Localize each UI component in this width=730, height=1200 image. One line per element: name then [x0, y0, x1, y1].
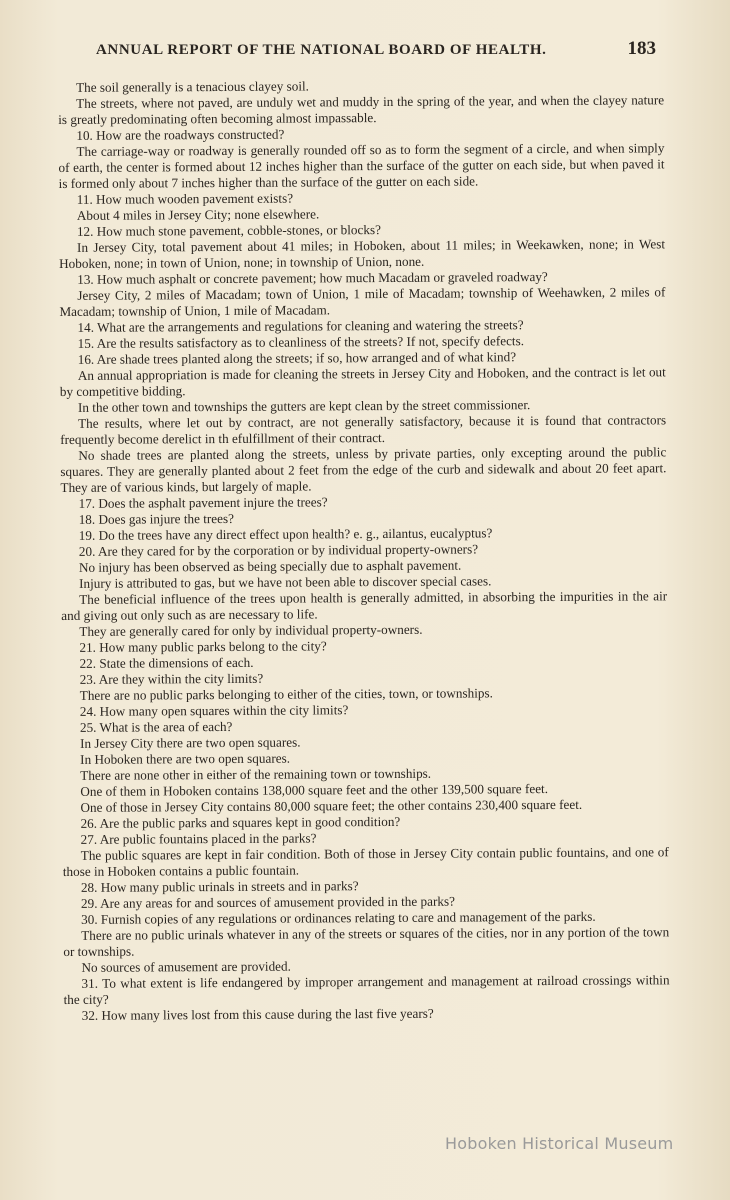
answer-paragraph: One of them in Hoboken contains 138,000 square feet and the other 139,500 square feet. [80, 781, 549, 799]
question-paragraph: 16. Are shade trees planted along the streets; if so, how arranged and of what kind? [77, 349, 517, 367]
answer-paragraph: The carriage-way or roadway is generally rounded off so as to form the segment of a circle, and when simply of earth, the center is formed about 12 inches higher than the surface of the gutter on each side, but when paved it is formed only about 7 inches higher than the surface of the gutter on each side. [58, 140, 665, 191]
answer-paragraph: The results, where let out by contract, are not generally satisfactory, because it is found that contractors frequently become derelict in th efulfillment of their contract. [60, 412, 667, 447]
page-number: 183 [627, 38, 656, 59]
question-paragraph: 14. What are the arrangements and regulations for cleaning and watering the streets? [77, 317, 524, 335]
answer-paragraph: There are no public urinals whatever in any of the streets or squares of the cities, nor in any portion of the town or townships. [63, 924, 670, 959]
answer-paragraph: They are generally cared for only by individual property-owners. [79, 621, 423, 639]
question-paragraph: 15. Are the results satisfactory as to cleanliness of the streets? If not, specify defects. [77, 333, 525, 351]
answer-paragraph: There are no public parks belonging to either of the cities, town, or townships. [79, 685, 493, 703]
answer-paragraph: The streets, where not paved, are unduly wet and muddy in the spring of the year, and when the clayey nature is greatly predominating often becoming almost impassable. [58, 92, 665, 127]
answer-paragraph: There are none other in either of the remaining town or townships. [80, 765, 432, 783]
answer-paragraph: Injury is attributed to gas, but we have not been able to discover special cases. [79, 573, 492, 591]
question-paragraph: 30. Furnish copies of any regulations or ordinances relating to care and management of the parks. [81, 908, 596, 927]
question-paragraph: 13. How much asphalt or concrete pavement; how much Macadam or graveled roadway? [77, 269, 548, 287]
answer-paragraph: In Hoboken there are two open squares. [80, 750, 291, 767]
answer-paragraph: In the other town and townships the gutters are kept clean by the street commissioner. [77, 397, 531, 415]
question-paragraph: 27. Are public fountains placed in the parks? [80, 830, 317, 847]
question-paragraph: 25. What is the area of each? [79, 718, 233, 735]
question-paragraph: 11. How much wooden pavement exists? [76, 190, 294, 207]
question-paragraph: 26. Are the public parks and squares kept in good condition? [80, 813, 401, 831]
answer-paragraph: Jersey City, 2 miles of Macadam; town of Union, 1 mile of Macadam; township of Weehawken, 2 miles of Macadam; township of Union, 1 mile of Macadam. [59, 284, 666, 319]
question-paragraph: 18. Does gas injure the trees? [78, 510, 235, 527]
answer-paragraph: About 4 miles in Jersey City; none elsewhere. [76, 206, 320, 223]
answer-paragraph: One of those in Jersey City contains 80,000 square feet; the other contains 230,400 square feet. [80, 796, 583, 815]
question-paragraph: 12. How much stone pavement, cobble-stones, or blocks? [76, 222, 381, 239]
answer-paragraph: An annual appropriation is made for cleaning the streets in Jersey City and Hoboken, and the contract is let out by competitive bidding. [59, 364, 666, 399]
answer-paragraph: No sources of amusement are provided. [81, 958, 291, 975]
question-paragraph: 28. How many public urinals in streets and in parks? [80, 878, 359, 895]
question-paragraph: 20. Are they cared for by the corporation or by individual property-owners? [78, 541, 479, 559]
answer-paragraph: The public squares are kept in fair condition. Both of those in Jersey City contain public fountains, and one of those in Hoboken contains a public fountain. [62, 844, 669, 879]
question-paragraph: 32. How many lives lost from this cause during the last five years? [81, 1005, 434, 1023]
question-paragraph: 29. Are any areas for and sources of amusement provided in the parks? [80, 893, 455, 911]
question-paragraph: 21. How many public parks belong to the city? [79, 638, 327, 655]
question-paragraph: 22. State the dimensions of each. [79, 654, 254, 671]
answer-paragraph: In Jersey City there are two open squares. [80, 734, 301, 751]
answer-paragraph: In Jersey City, total pavement about 41 miles; in Hoboken, about 11 miles; in Weekawken, none; in West Hoboken, none; in town of Union, none; in township of Union, none. [59, 236, 666, 271]
question-paragraph: 31. To what extent is life endangered by improper arrangement and management at railroad crossings within the city? [63, 972, 670, 1007]
museum-watermark: Hoboken Historical Museum [445, 1134, 674, 1153]
question-paragraph: 17. Does the asphalt pavement injure the trees? [78, 494, 328, 511]
question-paragraph: 24. How many open squares within the city limits? [79, 702, 349, 719]
answer-paragraph: No shade trees are planted along the streets, unless by private parties, only excepting around the public squares. They are generally planted about 2 feet from the edge of the curb and sidewalk and about 20 feet apart. They are of various kinds, but largely of maple. [60, 444, 667, 495]
question-paragraph: 10. How are the roadways constructed? [76, 126, 285, 143]
running-title: ANNUAL REPORT OF THE NATIONAL BOARD OF HEALTH. [96, 42, 547, 58]
answer-paragraph: The beneficial influence of the trees upon health is generally admitted, in absorbing the impurities in the air and giving out only such as are necessary to life. [61, 588, 668, 623]
page-header [96, 38, 656, 60]
question-paragraph: 19. Do the trees have any direct effect upon health? e. g., ailantus, eucalyptus? [78, 525, 493, 543]
question-paragraph: 23. Are they within the city limits? [79, 670, 264, 687]
answer-paragraph: The soil generally is a tenacious clayey soil. [75, 78, 309, 95]
answer-paragraph: No injury has been observed as being specially due to asphalt pavement. [78, 557, 462, 575]
report-body [58, 76, 670, 1024]
